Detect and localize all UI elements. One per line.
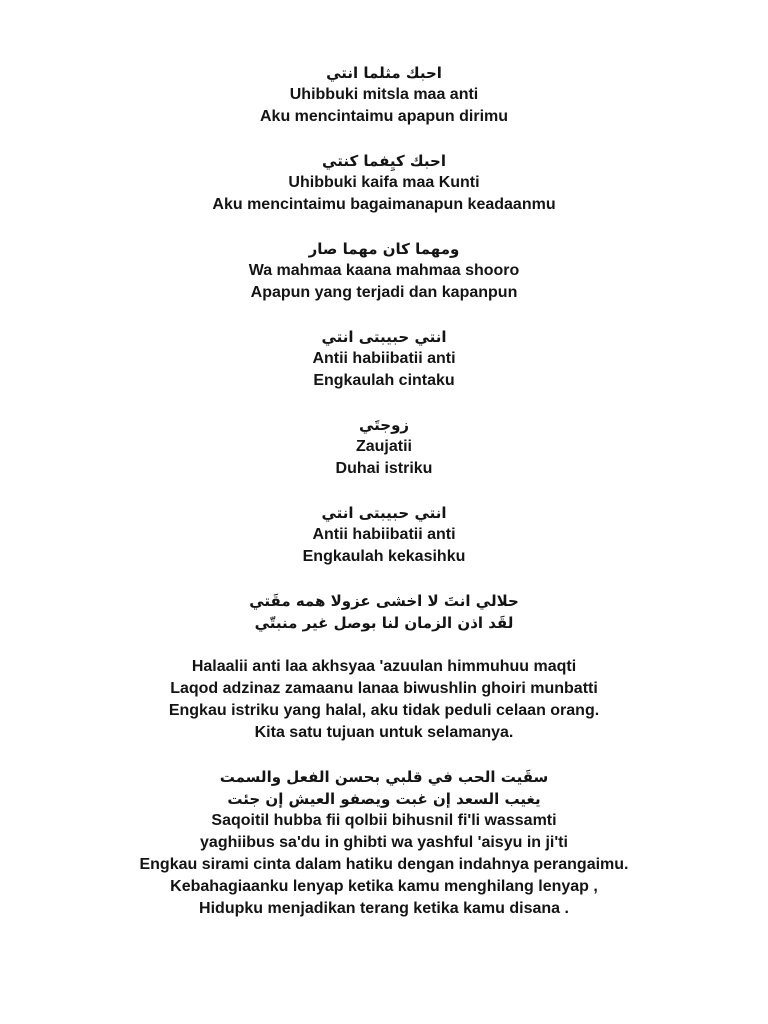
poem-line-arabic: سقَيت الحب في قلبي بحسن الفعل والسمت: [219, 768, 549, 786]
poem-line-transliteration: Uhibbuki kaifa maa Kunti: [288, 174, 480, 191]
poem-line-translation: Engkaulah kekasihku: [302, 548, 466, 565]
poem-line-transliteration: Halaalii anti laa akhsyaa 'azuulan himmuhuu maqti: [191, 658, 577, 675]
poem-line-arabic: احبك مثلما انتي: [326, 64, 442, 82]
poem-line-arabic: يغيب السعد إن غبت ويصفو العيش إن جئت: [227, 790, 541, 808]
poem-line-transliteration: Uhibbuki mitsla maa anti: [289, 86, 479, 103]
poem-line-translation: Hidupku menjadikan terang ketika kamu disana .: [199, 900, 569, 917]
poem-line-translation: Aku mencintaimu bagaimanapun keadaanmu: [212, 196, 556, 213]
stanza-6: [0, 502, 768, 568]
stanza-8: [0, 656, 768, 744]
poem-line-translation: Engkaulah cintaku: [313, 372, 455, 389]
poem-line-arabic: زوجتَي: [358, 416, 410, 434]
poem-line-translation: Aku mencintaimu apapun dirimu: [259, 108, 509, 125]
poem-line-arabic: احبك كيِفما كنتي: [322, 152, 446, 170]
poem-line-arabic: لقَد اذن الزمان لنا بوصل غير منبتّي: [254, 614, 514, 632]
poem-line-translation: Engkau sirami cinta dalam hatiku dengan indahnya perangaimu.: [139, 856, 629, 873]
poem-line-translation: Engkau istriku yang halal, aku tidak peduli celaan orang.: [168, 702, 600, 719]
poem-line-arabic: انتي حبيبتى انتي: [321, 328, 447, 346]
poem-line-transliteration: Laqod adzinaz zamaanu lanaa biwushlin ghoiri munbatti: [170, 680, 598, 697]
stanza-9: [0, 766, 768, 920]
poem-line-transliteration: Saqoitil hubba fii qolbii bihusnil fi'li wassamti: [211, 812, 557, 829]
poem-line-transliteration: Zaujatii: [355, 438, 412, 455]
stanza-4: [0, 326, 768, 392]
poem-line-arabic: حلالي انتَ لا اخشى عزولا همه مقَتي: [249, 592, 519, 610]
stanza-1: [0, 62, 768, 128]
stanza-5: [0, 414, 768, 480]
poem-line-transliteration: Antii habiibatii anti: [312, 350, 456, 367]
poem-line-arabic: انتي حبيبتى انتي: [321, 504, 447, 522]
poem-line-translation: Duhai istriku: [335, 460, 433, 477]
poem-line-translation: Kebahagiaanku lenyap ketika kamu menghilang lenyap ,: [170, 878, 598, 895]
poem-line-translation: Kita satu tujuan untuk selamanya.: [254, 724, 514, 741]
poem-line-transliteration: Wa mahmaa kaana mahmaa shooro: [248, 262, 520, 279]
poem-line-arabic: ومهما كان مهما صار: [308, 240, 460, 258]
poem-line-transliteration: Antii habiibatii anti: [312, 526, 456, 543]
stanza-7: [0, 590, 768, 634]
stanza-3: [0, 238, 768, 304]
poem-line-translation: Apapun yang terjadi dan kapanpun: [250, 284, 518, 301]
poem-line-transliteration: yaghiibus sa'du in ghibti wa yashful 'aisyu in ji'ti: [200, 834, 568, 851]
stanza-2: [0, 150, 768, 216]
